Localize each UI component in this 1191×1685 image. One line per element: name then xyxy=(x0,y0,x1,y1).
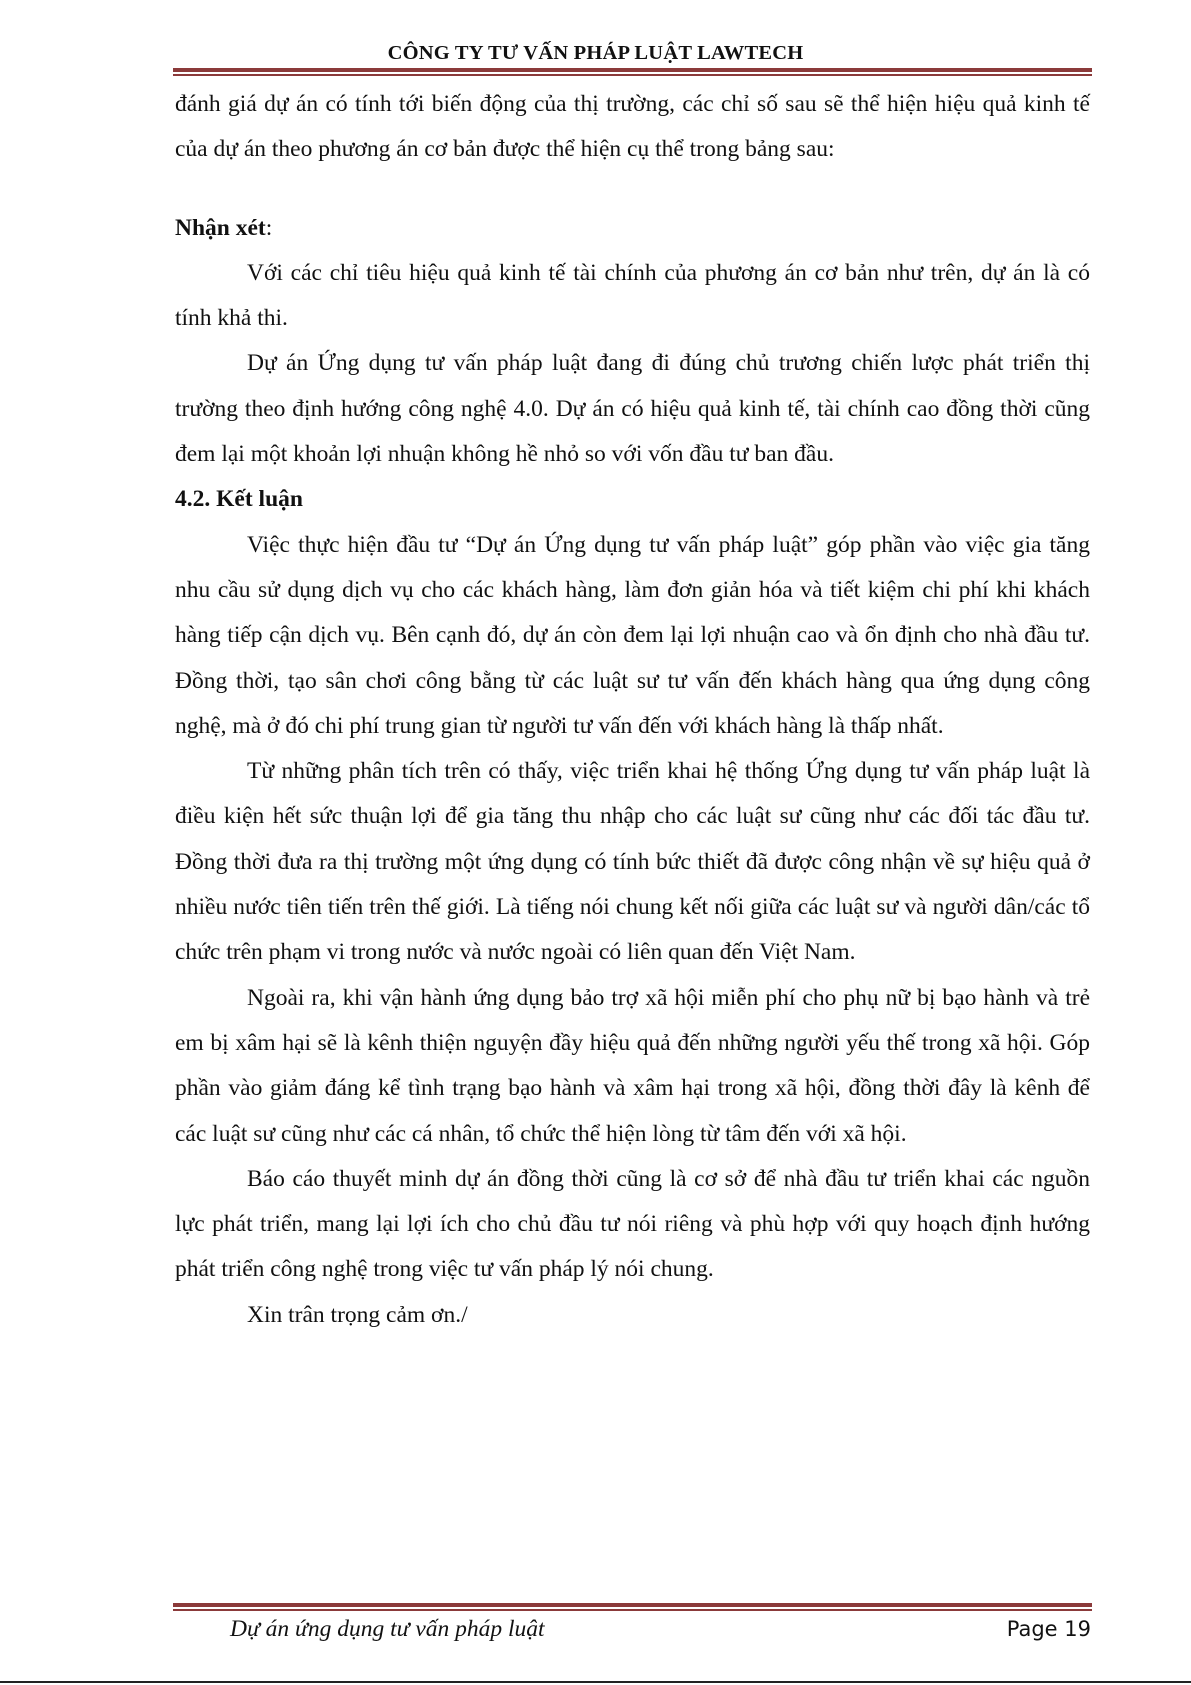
conclusion-paragraph-2: Từ những phân tích trên có thấy, việc triển khai hệ thống Ứng dụng tư vấn pháp luật là điều kiện hết sức thuận lợi để gia tăng thu nhập cho các luật sư cũng như các đối tác đầu tư. Đồng thời đưa ra thị trường một ứng dụng có tính bức thiết đã được công nhận về sự hiệu quả ở nhiều nước tiên tiến trên thế giới. Là tiếng nói chung kết nối giữa các luật sư và người dân/các tổ chức trên phạm vi trong nước và nước ngoài có liên quan đến Việt Nam. xyxy=(175,758,1090,966)
section-heading: 4.2. Kết luận xyxy=(175,486,303,513)
remark-label: Nhận xét xyxy=(175,214,266,241)
footer-doc-title: Dự án ứng dụng tư vấn pháp luật xyxy=(230,1616,545,1642)
header-rule-thin xyxy=(173,74,1092,76)
remark-paragraph-2: Dự án Ứng dụng tư vấn pháp luật đang đi đúng chủ trương chiến lược phát triển thị trường theo định hướng công nghệ 4.0. Dự án có hiệu quả kinh tế, tài chính cao đồng thời cũng đem lại một khoản lợi nhuận không hề nhỏ so với vốn đầu tư ban đầu. xyxy=(175,350,1090,468)
intro-paragraph: đánh giá dự án có tính tới biến động của thị trường, các chỉ số sau sẽ thể hiện hiệu quả kinh tế của dự án theo phương án cơ bản được thể hiện cụ thể trong bảng sau: xyxy=(175,91,1090,163)
paragraph-gap xyxy=(175,173,1090,206)
page-bottom-edge xyxy=(0,1681,1191,1683)
footer-rule-thick xyxy=(173,1603,1092,1607)
remark-paragraph-1: Với các chỉ tiêu hiệu quả kinh tế tài chính của phương án cơ bản như trên, dự án là có tính khả thi. xyxy=(175,259,1090,332)
conclusion-paragraph-1: Việc thực hiện đầu tư “Dự án Ứng dụng tư vấn pháp luật” góp phần vào việc gia tăng nhu cầu sử dụng dịch vụ cho các khách hàng, làm đơn giản hóa và tiết kiệm chi phí khi khách hàng tiếp cận dịch vụ. Bên cạnh đó, dự án còn đem lại lợi nhuận cao và ổn định cho nhà đầu tư. Đồng thời, tạo sân chơi công bằng từ các luật sư tư vấn đến khách hàng qua ứng dụng công nghệ, mà ở đó chi phí trung gian từ người tư vấn đến với khách hàng là thấp nhất. xyxy=(175,531,1090,739)
header-rule-thick xyxy=(173,68,1092,72)
remark-label-line xyxy=(175,206,1090,251)
conclusion-paragraph-4: Báo cáo thuyết minh dự án đồng thời cũng là cơ sở để nhà đầu tư triển khai các nguồn lực phát triển, mang lại lợi ích cho chủ đầu tư nói riêng và phù hợp với quy hoạch định hướng phát triển công nghệ trong việc tư vấn pháp lý nói chung. xyxy=(175,1165,1090,1283)
remark-colon: : xyxy=(265,214,273,241)
document-body xyxy=(175,82,1090,1338)
closing-line: Xin trân trọng cảm ơn./ xyxy=(247,1301,468,1328)
page-header-title: CÔNG TY TƯ VẤN PHÁP LUẬT LAWTECH xyxy=(387,42,804,64)
page-number: Page 19 xyxy=(1006,1617,1091,1641)
footer-rule-thin xyxy=(173,1609,1092,1611)
conclusion-paragraph-3: Ngoài ra, khi vận hành ứng dụng bảo trợ xã hội miễn phí cho phụ nữ bị bạo hành và trẻ em bị xâm hại sẽ là kênh thiện nguyện đầy hiệu quả đến những người yếu thế trong xã hội. Góp phần vào giảm đáng kể tình trạng bạo hành và xâm hại trong xã hội, đồng thời đây là kênh để các luật sư cũng như các cá nhân, tổ chức thể hiện lòng từ tâm đến với xã hội. xyxy=(175,984,1090,1147)
